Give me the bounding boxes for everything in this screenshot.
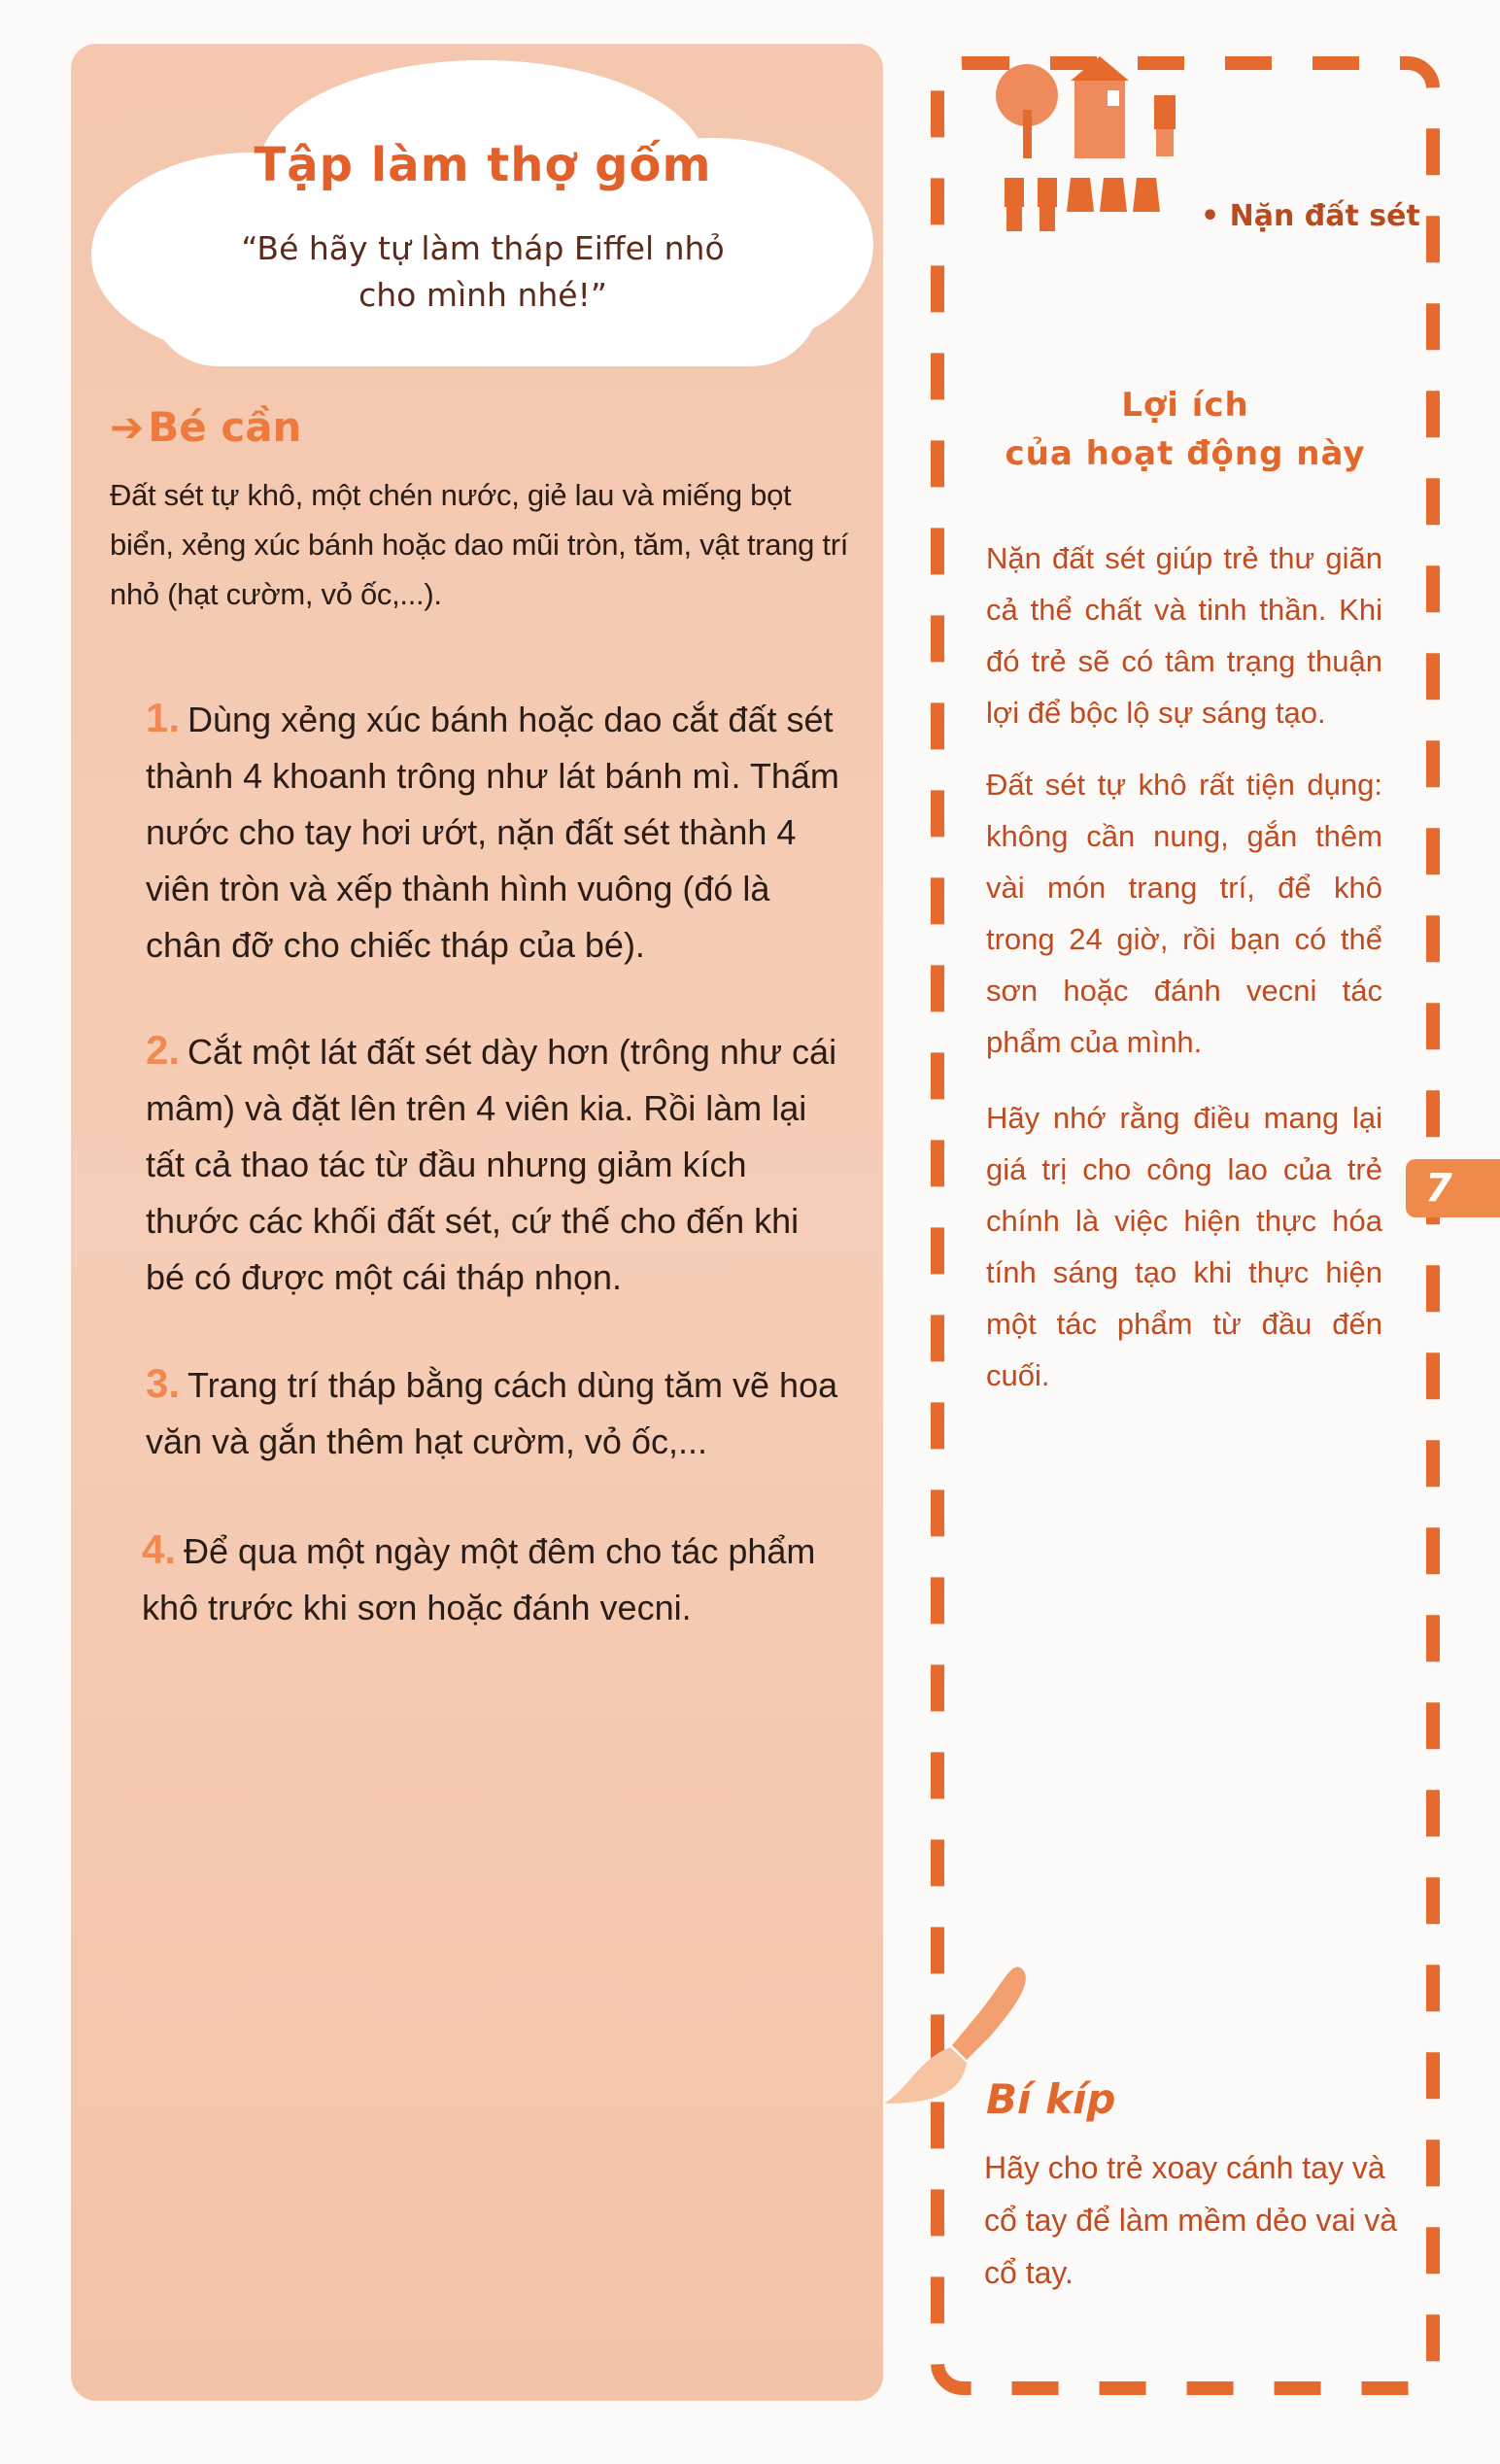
benefit-heading-line: của hoạt động này bbox=[1005, 434, 1366, 473]
step-text: Để qua một ngày một đêm cho tác phẩm khô trước khi sơn hoặc đánh vecni. bbox=[142, 1531, 816, 1627]
step-number: 4. bbox=[142, 1526, 177, 1572]
cloud-shape bbox=[91, 60, 874, 371]
kids-house-tree-icon bbox=[993, 56, 1187, 241]
page-number-tab: 7 bbox=[1406, 1159, 1500, 1217]
step-number: 2. bbox=[146, 1027, 181, 1073]
benefit-paragraph-3: Hãy nhớ rằng điều mang lại giá trị cho công lao của trẻ chính là việc hiện thực hóa tính sáng tạo khi thực hiện một tác phẩm từ đầu đến cuối. bbox=[986, 1101, 1382, 1392]
needs-heading bbox=[110, 403, 301, 451]
activity-quote bbox=[91, 225, 874, 319]
step-text: Trang trí tháp bằng cách dùng tăm vẽ hoa văn và gắn thêm hạt cườm, vỏ ốc,... bbox=[146, 1365, 838, 1461]
benefit-heading-line: Lợi ích bbox=[1121, 386, 1249, 425]
tip-title: Bí kíp bbox=[986, 2075, 1116, 2123]
step-4 bbox=[142, 1522, 841, 1636]
step-text: Dùng xẻng xúc bánh hoặc dao cắt đất sét thành 4 khoanh trông như lát bánh mì. Thấm nước cho tay hơi ướt, nặn đất sét thành 4 viên tròn và xếp thành hình vuông (đó là chân đỡ cho chiếc tháp của bé). bbox=[146, 700, 839, 965]
benefit-paragraph-2: Đất sét tự khô rất tiện dụng: không cần nung, gắn thêm vài món trang trí, để khô trong 24 giờ, rồi bạn có thể sơn hoặc đánh vecni tác phẩm của mình. bbox=[986, 768, 1382, 1059]
arrow-right-icon: ➔ bbox=[110, 403, 145, 451]
step-3 bbox=[146, 1355, 845, 1470]
step-2 bbox=[146, 1022, 845, 1306]
quote-line: cho mình nhé!” bbox=[358, 276, 607, 314]
topic-label: • Nặn đất sét bbox=[1201, 199, 1420, 233]
step-text: Cắt một lát đất sét dày hơn (trông như cái mâm) và đặt lên trên 4 viên kia. Rồi làm lại tất cả thao tác từ đầu nhưng giảm kích thước các khối đất sét, cứ thế cho đến khi bé có được một cái tháp nhọn. bbox=[146, 1032, 837, 1297]
tip-text: Hãy cho trẻ xoay cánh tay và cổ tay để làm mềm dẻo vai và cổ tay. bbox=[984, 2150, 1398, 2290]
title-cloud bbox=[91, 60, 874, 371]
activity-title: Tập làm thợ gốm bbox=[254, 138, 712, 192]
needs-text: Đất sét tự khô, một chén nước, giẻ lau và miếng bọt biển, xẻng xúc bánh hoặc dao mũi tròn, tăm, vật trang trí nhỏ (hạt cườm, vỏ ốc,...). bbox=[110, 478, 849, 611]
benefit-paragraph-1: Nặn đất sét giúp trẻ thư giãn cả thể chất và tinh thần. Khi đó trẻ sẽ có tâm trạng thuận lợi để bộc lộ sự sáng tạo. bbox=[986, 541, 1382, 730]
step-1 bbox=[146, 690, 845, 974]
quote-line: “Bé hãy tự làm tháp Eiffel nhỏ bbox=[241, 229, 725, 267]
needs-heading-text: Bé cần bbox=[148, 403, 302, 451]
step-number: 1. bbox=[146, 695, 181, 740]
benefit-heading bbox=[976, 381, 1394, 478]
step-number: 3. bbox=[146, 1360, 181, 1406]
